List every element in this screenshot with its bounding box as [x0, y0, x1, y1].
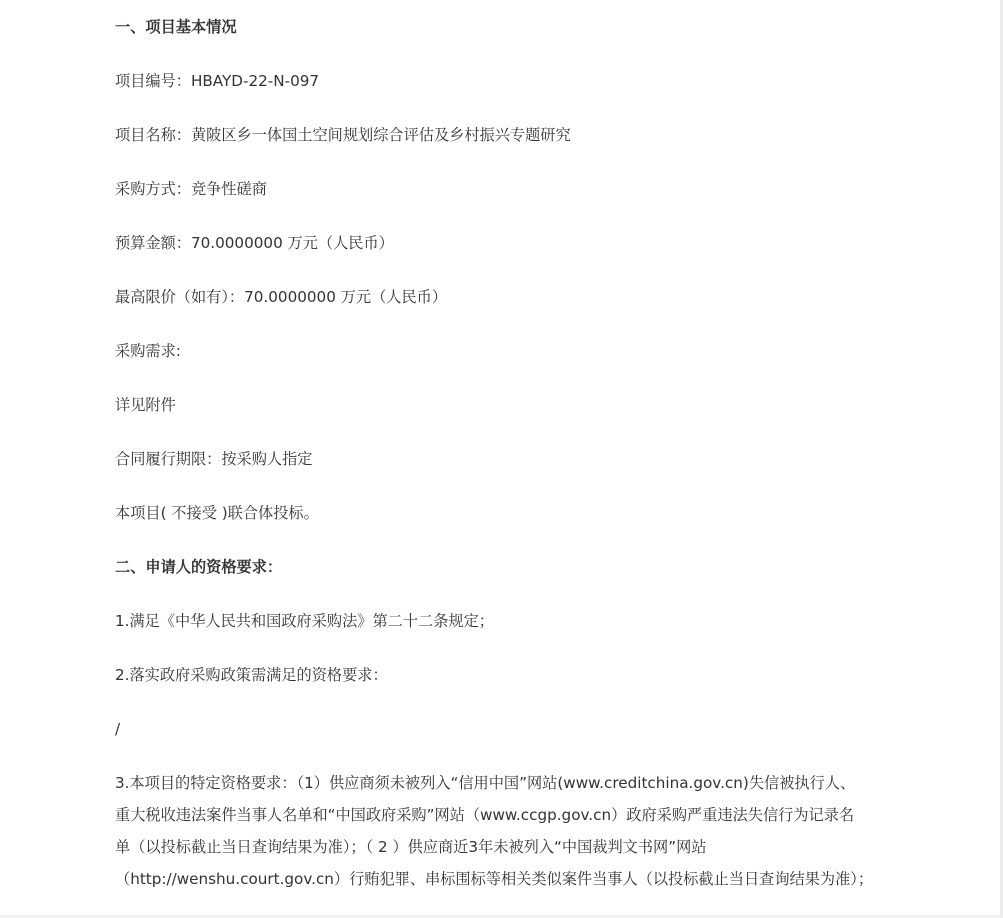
qualification-item-2-value: / — [115, 720, 121, 738]
procurement-method: 采购方式：竞争性磋商 — [115, 180, 267, 198]
procurement-requirements-label: 采购需求: — [115, 342, 181, 360]
qualification-item-3-line: 单（以投标截止当日查询结果为准）；（ 2 ）供应商近3年未被列入“中国裁判文书网”网站 — [115, 838, 707, 856]
qualification-item-3 — [115, 767, 915, 895]
qualification-item-3-line: 3.本项目的特定资格要求：（1）供应商须未被列入“信用中国”网站(www.creditchina.gov.cn)失信被执行人、 — [115, 774, 856, 792]
project-number: 项目编号：HBAYD-22-N-097 — [115, 72, 320, 90]
section-heading-qualifications: 二、申请人的资格要求： — [115, 558, 283, 576]
qualification-item-1: 1.满足《中华人民共和国政府采购法》第二十二条规定； — [115, 612, 494, 630]
qualification-item-3-line: （http://wenshu.court.gov.cn）行贿犯罪、串标围标等相关类似案件当事人（以投标截止当日查询结果为准）； — [115, 870, 874, 888]
contract-period: 合同履行期限：按采购人指定 — [115, 450, 313, 468]
maximum-price: 最高限价（如有）：70.0000000 万元（人民币） — [115, 288, 448, 306]
project-name: 项目名称：黄陂区乡一体国土空间规划综合评估及乡村振兴专题研究 — [115, 126, 571, 144]
procurement-requirements-value: 详见附件 — [115, 396, 176, 414]
consortium-bidding: 本项目( 不接受 )联合体投标。 — [115, 504, 319, 522]
qualification-item-2: 2.落实政府采购政策需满足的资格要求： — [115, 666, 388, 684]
qualification-item-3-line: 重大税收违法案件当事人名单和“中国政府采购”网站（www.ccgp.gov.cn）政府采购严重违法失信行为记录名 — [115, 806, 855, 824]
budget-amount: 预算金额：70.0000000 万元（人民币） — [115, 234, 394, 252]
section-heading-basic-info: 一、项目基本情况 — [115, 18, 237, 36]
